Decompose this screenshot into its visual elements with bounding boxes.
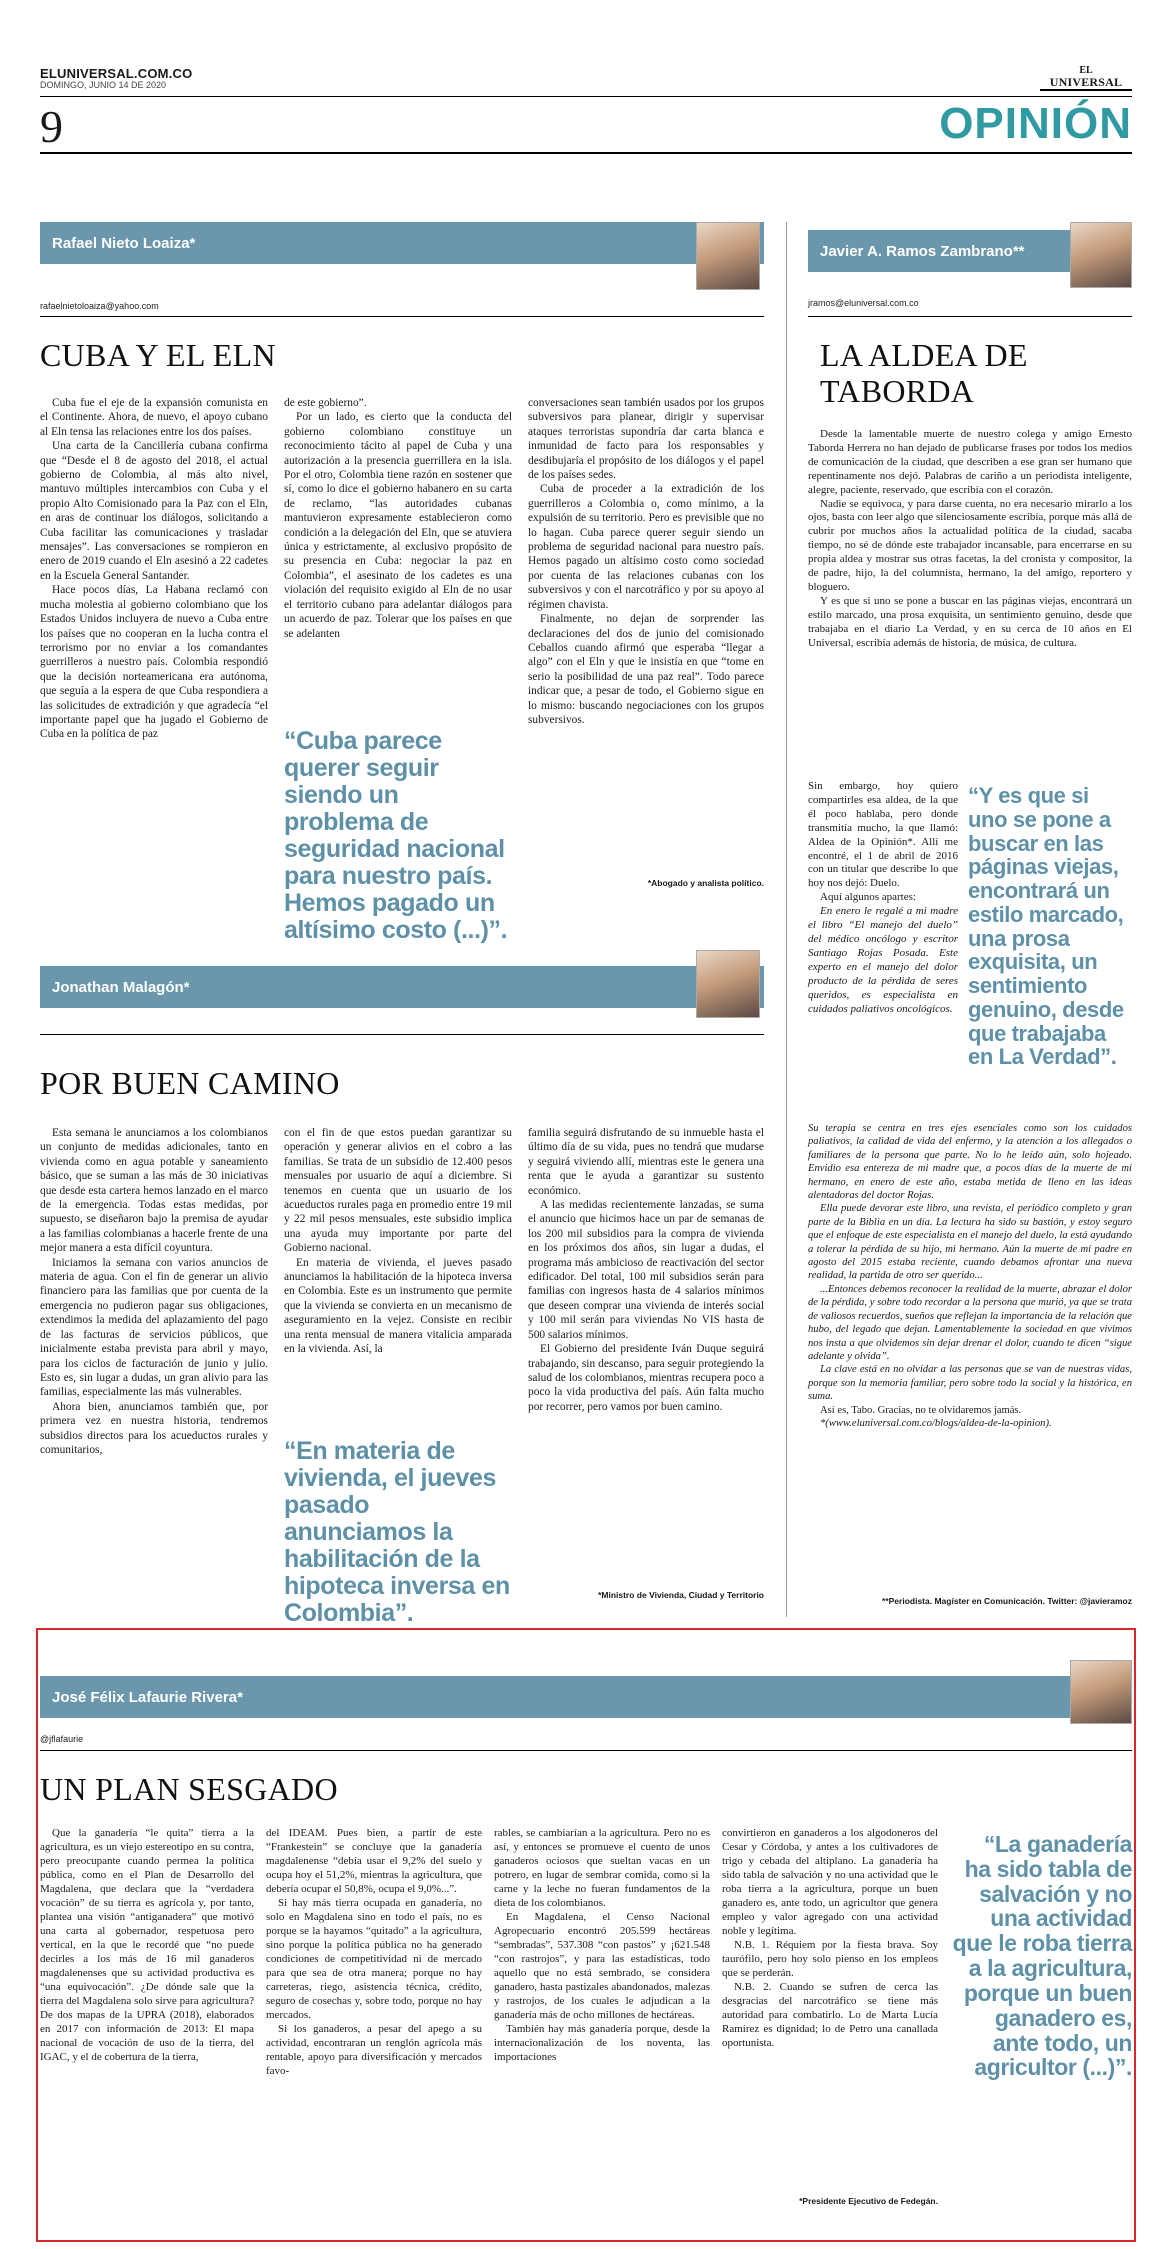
section-rule: [40, 152, 1132, 154]
paragraph: con el fin de que estos puedan garantizar su operación y generar alivios en el cobro a las familias. Se trata de un subsidio de 12.400 pesos mensuales por usuario de aquí a diciembre. Si tenemos en cuenta que un usuario de los acueductos rurales paga en promedio entre 19 mil y 22 mil pesos mensuales, este subsidio implica una ayuda muy importante por parte del Gobierno nacional.: [284, 1127, 512, 1255]
column-divider: [786, 222, 787, 1617]
paragraph: ...Entonces debemos reconocer la realidad de la muerte, abrazar el dolor de la pérdida, y sobre todo recordar a la persona que murió, ya que se trata de valiosos recuerdos, sueños que reflejan la importancia de la relación que hubo, del legado que dejan. Lamentablemente la sociedad en que vivimos nos insta a que olvidemos sin dejar drenar el dolor, cuando te dicen “sigue adelante y olvida”.: [808, 1283, 1132, 1362]
author-email: @jflafaurie: [40, 1734, 84, 1744]
article-rule: [808, 316, 1132, 317]
author-photo: [696, 950, 760, 1018]
paragraph: La clave está en no olvidar a las personas que se van de nuestras vidas, porque son la memoria familiar, pero sobre todo la social y la histórica, en suma.: [808, 1364, 1132, 1403]
author-name: Rafael Nieto Loaiza*: [52, 234, 196, 252]
article-body-cont: [808, 1122, 1132, 1430]
article-column-2: [284, 396, 512, 641]
edition-date: DOMINGO, JUNIO 14 DE 2020: [40, 80, 167, 90]
article-column-3: [528, 1126, 764, 1414]
paragraph: También hay más ganadería porque, desde la internacionalización de los noventa, las importaciones: [494, 2023, 710, 2063]
paragraph: N.B. 1. Réquiem por la fiesta brava. Soy taurófilo, pero hoy solo pienso en los empleos que se perderán.: [722, 1939, 938, 1979]
article-column-1: [40, 1126, 268, 1457]
author-email: rafaelnietoloaiza@yahoo.com: [40, 301, 159, 311]
article-body-narrow: [808, 780, 958, 1016]
paragraph: Así es, Tabo. Gracias, no te olvidaremos jamás.: [820, 1404, 1022, 1416]
page-number: 9: [40, 101, 63, 152]
pull-quote: “Cuba parece querer seguir siendo un problema de seguridad nacional para nuestro país. Hemos pagado un altísimo costo (...)”.: [284, 727, 508, 944]
newspaper-logo: EL UNIVERSAL: [1040, 66, 1132, 91]
author-name: Javier A. Ramos Zambrano**: [820, 242, 1025, 260]
paragraph: Esta semana le anunciamos a los colombianos un conjunto de medidas adicionales, tanto en vivienda como en agua potable y saneamiento básico, que se suman a las más de 30 iniciativas que desde esta cartera hemos lanzado en el marco de la emergencia. Todas estas medidas, por supuesto, se diseñaron bajo la premisa de ayudar a las familias colombianas a hacerle frente de una mejor manera a esta difícil coyuntura.: [40, 1127, 268, 1255]
article-title: LA ALDEA DE TABORDA: [820, 337, 1028, 409]
author-footnote: *Abogado y analista político.: [647, 878, 764, 888]
author-footnote: *Ministro de Vivienda, Ciudad y Territorio: [598, 1590, 764, 1600]
paragraph: En materia de vivienda, el jueves pasado anunciamos la habilitación de la hipoteca inversa en Colombia. Este es un instrumento que permite que la vivienda se convierta en un mecanismo de aseguramiento en la vejez. Consiste en recibir una renta mensual de manera vitalicia amparada en la vivienda. Así, la: [284, 1256, 512, 1356]
author-photo: [1070, 1660, 1132, 1724]
article-body: [808, 428, 1132, 651]
author-footnote: *Presidente Ejecutivo de Fedegán.: [799, 2196, 938, 2206]
section-title: OPINIÓN: [939, 99, 1132, 148]
paragraph: de este gobierno”.: [284, 397, 367, 409]
paragraph: Cuba de proceder a la extradición de los guerrilleros a Colombia o, como mínimo, a la expulsión de su territorio. Pero es previsible que no lo hagan. Cuba parece querer seguir siendo un problema de seguridad nacional para nuestro país. Hemos pagado un altísimo costo como sociedad por cuenta de las relaciones cubanas con los subversivos y con el narcotráfico y por su apoyo al régimen chavista.: [528, 483, 764, 611]
article-column-2: [266, 1826, 482, 2078]
paragraph: Hace pocos días, La Habana reclamó con mucha molestia al gobierno colombiano que los Estados Unidos incluyera de nuevo a Cuba entre los países que no cooperan en la lucha contra el terrorismo por no enviar a los comandantes guerrilleros a nuestro país. Colombia respondió que la decisión norteamericana era autónoma, que seguía a la espera de que Cuba respondiera a las solicitudes de extradición y que agradecía “el importante papel que ha jugado el Gobierno de Cuba en la política de paz: [40, 584, 268, 741]
paragraph: Ahora bien, anunciamos también que, por primera vez en nuestra historia, tendremos subsidios directos para los acueductos rurales y comunitarios,: [40, 1400, 268, 1456]
paragraph: En enero le regalé a mi madre el libro “El manejo del duelo” del médico oncólogo y escritor Santiago Rojas Posada. Este experto en el manejo del dolor producto de la pérdida de seres queridos, es especialista en cuidados paliativos oncológicos.: [808, 905, 958, 1015]
paragraph: conversaciones sean también usados por los grupos subversivos para planear, dirigir y supervisar ataques terroristas supondría dar carta blanca e inmunidad de facto para los responsables y desdibujaría el propósito de los diálogos y el papel de los países sedes.: [528, 397, 764, 482]
paragraph: A las medidas recientemente lanzadas, se suma el anuncio que hicimos hace un par de semanas de los 200 mil subsidios para la compra de vivienda en los próximos dos años, sin lugar a dudas, el programa más ambicioso de reactivación del sector edificador. Del total, 100 mil subsidios serán para familias con ingresos hasta de 4 salarios mínimos que deseen comprar una vivienda de interés social y 100 mil serán para viviendas No VIS hasta de 500 salarios mínimos.: [528, 1199, 764, 1341]
paragraph: Aquí algunos apartes:: [820, 891, 916, 904]
paragraph: N.B. 2. Cuando se sufren de cerca las desgracias del narcotráfico se tiene más autoridad para combatirlo. Lo de Marta Lucía Ramírez es dignidad; lo de Petro una canallada oportunista.: [722, 1981, 938, 2049]
author-name: Jonathan Malagón*: [52, 978, 190, 996]
paragraph: Que la ganadería “le quita” tierra a la agricultura, es un viejo estereotipo en su contra, pero preocupante cuando permea la política pública, como en el Plan de Desarrollo del Magdalena, que declara que la “verdadera vocación” de su tierra es agrícola y, por tanto, plantea una visión “antiganadera” que motivó una carta al gobernador, respetuosa pero vertical, en la que le recordé que “no puede decirles a los más de 16 mil ganaderos magdalenenses que su actividad productiva es “una equivocación”. ¿De dónde sale que la tierra del Magdalena solo sirve para agricultura? De dos mapas de la UPRA (2018), elaborados en 2017 con información de 2013: El mapa nacional de vocación de uso de la tierra, del IGAC, y el de cobertura de la tierra,: [40, 1827, 254, 2063]
pull-quote: “La ganadería ha sido tabla de salvación y no una actividad que le roba tierra a la agricultura, porque un buen ganadero es, ante todo, un agricultor (...)”.: [952, 1831, 1132, 2081]
author-name: José Félix Lafaurie Rivera*: [52, 1688, 243, 1706]
pull-quote: “Y es que si uno se pone a buscar en las páginas viejas, encontrará un estilo marcado, una prosa exquisita, un sentimiento genuino, desde que trabajaba en La Verdad”.: [968, 783, 1124, 1070]
paragraph: Por un lado, es cierto que la conducta del gobierno colombiano constituye un reconocimiento tácito al papel de Cuba y una autorización a la presencia guerrillera en la isla. Por el otro, Colombia tiene razón en sostener que sí, como lo dice el gobierno habanero en su carta de reclamo, “las autoridades cubanas mantuvieron expresamente establecieron como condición a la delegación del Eln, que se atuviera única y estrictamente, al exclusivo propósito de su presencia en Cuba: negociar la paz en Colombia”, el asesinato de los cadetes es una violación del requisito exigido al Eln de no usar el territorio cubano para adelantar diálogos para un acuerdo de paz. Tolerar que los países en que se adelanten: [284, 411, 512, 640]
article-column-2: [284, 1126, 512, 1357]
author-footnote: **Periodista. Magíster en Comunicación. Twitter: @javieramoz: [882, 1596, 1132, 1606]
author-email: jramos@eluniversal.com.co: [808, 298, 919, 308]
author-photo: [696, 222, 760, 290]
paragraph: familia seguirá disfrutando de su inmueble hasta el último día de su vida, pues no tendrá que mudarse y seguirá viviendo allí, mientras este le genera una renta que le ayuda a garantizar su sustento económico.: [528, 1127, 764, 1197]
article-title: CUBA Y EL ELN: [40, 337, 276, 373]
paragraph: En Magdalena, el Censo Nacional Agropecuario encontró 205.599 hectáreas “sembradas”, 537.308 “con pastos” y ¡621.548 “con rastrojos”, y para las estadísticas, todo aquello que no está sembrado, se considera ganadero, hasta pastizales abandonados, malezas y rastrojos, de los cuales le adjudican a la ganadería más de ocho millones de hectáreas.: [494, 1911, 710, 2021]
paragraph: El Gobierno del presidente Iván Duque seguirá trabajando, sin descanso, para seguir protegiendo la salud de los colombianos, mientras recupera poco a poco la vida productiva del país. Aún falta mucho por recorrer, pero vamos por buen camino.: [528, 1343, 764, 1413]
author-bar-jonathan: [40, 966, 764, 1008]
author-bar-jose: [40, 1676, 1132, 1718]
paragraph: Su terapia se centra en tres ejes esenciales como son los cuidados paliativos, la calidad de vida del enfermo, y la atención a los allegados o familiares de la persona que parte. No lo he leído aún, solo hojeado. Envidio esa entereza de mi madre que, a pocos días de la muerte de mi hermano, en enero de este año, estaba metida de lleno en las ideas alentadoras del doctor Rojas.: [808, 1123, 1132, 1202]
paragraph: Sin embargo, hoy quiero compartirles esa aldea, de la que él poco hablaba, pero donde transmitía mucho, la que llamó: Aldea de la Opinión*. Allí me encontré, el 1 de abril de 2016 con un titular que describe lo que hoy nos dejó: Duelo.: [808, 780, 958, 890]
paragraph: rables, se cambiarían a la agricultura. Pero no es así, y entonces se promueve el cuento de unos ganaderos ociosos que sueltan vacas en un potrero, en lugar de sembrar comida, como si la carne y la leche no fueran fundamentos de la dieta de los colombianos.: [494, 1827, 710, 1909]
paragraph: del IDEAM. Pues bien, a partir de este “Frankestein” se concluye que la ganadería magdalenense “debía usar el 9,2% del suelo y ocupa hoy el 51,2%, mientras la agricultura, que debería ocupar el 50,8%, ocupa el 9,0%...”.: [266, 1827, 482, 1895]
paragraph: Iniciamos la semana con varios anuncios de materia de agua. Con el fin de generar un alivio financiero para las familias que por cuenta de la emergencia no pudieron pagar sus obligaciones, extendimos la medida del aplazamiento del pago de las facturas de servicios públicos, que inicialmente estaba prevista para abril y mayo, para los ciclos de facturación de junio y julio. Esto es, sin lugar a dudas, un gran alivio para las familias, especialmente las más vulnerables.: [40, 1256, 268, 1399]
paragraph: Cuba fue el eje de la expansión comunista en el Continente. Ahora, de nuevo, el apoyo cubano al Eln tensa las relaciones entre los dos países.: [40, 397, 268, 438]
article-title: UN PLAN SESGADO: [40, 1771, 338, 1807]
pull-quote: “En materia de vivienda, el jueves pasado anunciamos la habilitación de la hipoteca inversa en Colombia”.: [284, 1437, 510, 1627]
paragraph: Ella puede devorar este libro, una revista, el periódico completo y gran parte de la Biblia en un día. La lectura ha sido su bastión, y estoy seguro que el enfoque de este especialista en el manejo del duelo, la está ayudando a tolerar la pérdida de su hijo, mi hermano. Aún la muerte de mi padre en agosto del 2015 estaba reciente, cuando debamos afrontar una nueva realidad, la partida de otro ser querido...: [808, 1203, 1132, 1282]
paragraph: Desde la lamentable muerte de nuestro colega y amigo Ernesto Taborda Herrera no han dejado de publicarse frases por todos los medios de comunicación de la ciudad, que describen a ese gran ser humano que repentinamente nos dejó. Palabras de cariño a un periodista inteligente, alegre, paciente, reservado, que escribía con el corazón.: [808, 428, 1132, 496]
article-column-4: [722, 1826, 938, 2050]
article-title: POR BUEN CAMINO: [40, 1065, 340, 1101]
article-rule: [40, 1034, 764, 1035]
author-photo: [1070, 222, 1132, 288]
paragraph: Nadie se equivoca, y para darse cuenta, no era necesario mirarlo a los ojos, basta con leer algo que silenciosamente escribía, porque más allá de cubrir por muchos años la actualidad política de la ciudad, sacaba tiempo, no sé de dónde este trabajador incansable, para encerrarse en su propia aldea y mostrar sus otras facetas, la del cronista y compositor, la de padre, hijo, la del columnista, hermano, la del amigo, reportero y bloguero.: [808, 497, 1132, 593]
author-bar-rafael: [40, 222, 764, 264]
article-rule: [40, 1750, 1132, 1751]
paragraph: Si hay más tierra ocupada en ganadería, no solo en Magdalena sino en todo el país, no es porque se la hayamos “quitado” a la agricultura, sino porque la política pública no ha generado condiciones de competitividad ni de mercado para que sea de otra manera; porque no hay carreteras, riego, asistencia técnica, crédito, seguro de cosechas y, sobre todo, porque no hay mercados.: [266, 1897, 482, 2021]
site-name: ELUNIVERSAL.COM.CO: [40, 66, 193, 81]
article-column-1: [40, 1826, 254, 2064]
article-column-3: [528, 396, 764, 727]
paragraph: Y es que si uno se pone a buscar en las páginas viejas, encontrará un estilo marcado, una prosa exquisita, un sentimiento genuino, desde que trabajaba en el diario La Verdad, y en su cerca de 10 años en El Universal, escribía además de historia, de música, de cultura.: [808, 594, 1132, 649]
paragraph: *(www.eluniversal.com.co/blogs/aldea-de-la-opinion).: [820, 1417, 1052, 1429]
article-column-1: [40, 396, 268, 742]
paragraph: Finalmente, no dejan de sorprender las declaraciones del dos de junio del comisionado Ceballos cuando afirmó que esperaba “llegar a algo” con el Eln y que le insistía en que “tome en serio la posibilidad de una paz real”. Todo parece indicar que, a pesar de todo, el Gobierno sigue en lo mismo: buscando negociaciones con los grupos subversivos.: [528, 613, 764, 726]
article-column-3: [494, 1826, 710, 2064]
paragraph: Una carta de la Cancillería cubana confirma que “Desde el 8 de agosto del 2018, el actual gobierno de Colombia, al más alto nivel, mantuvo múltiples intercambios con Cuba y el propio Alto Comisionado para la Paz con el Eln, en aras de continuar los diálogos, solicitando a Cuba facilitar las comunicaciones y trasladar mensajes”. Las conversaciones se rompieron en enero de 2019 cuando el Eln asesinó a 22 cadetes en la Escuela General Santander.: [40, 440, 268, 582]
masthead-rule: [40, 96, 1132, 97]
article-rule: [40, 316, 764, 317]
paragraph: convirtieron en ganaderos a los algodoneros del Cesar y Córdoba, y antes a los cultivadores de trigo y cebada del altiplano. La ganadería ha sido tabla de salvación y no una actividad que le roba tierra a la agricultura, porque un buen ganadero es, ante todo, un agricultor que genera empleo y valor agregado con una actividad noble y legítima.: [722, 1827, 938, 1937]
paragraph: Si los ganaderos, a pesar del apego a su actividad, encontraran un renglón agrícola más rentable, apoyo para diversificación y mercados favo-: [266, 2023, 482, 2077]
